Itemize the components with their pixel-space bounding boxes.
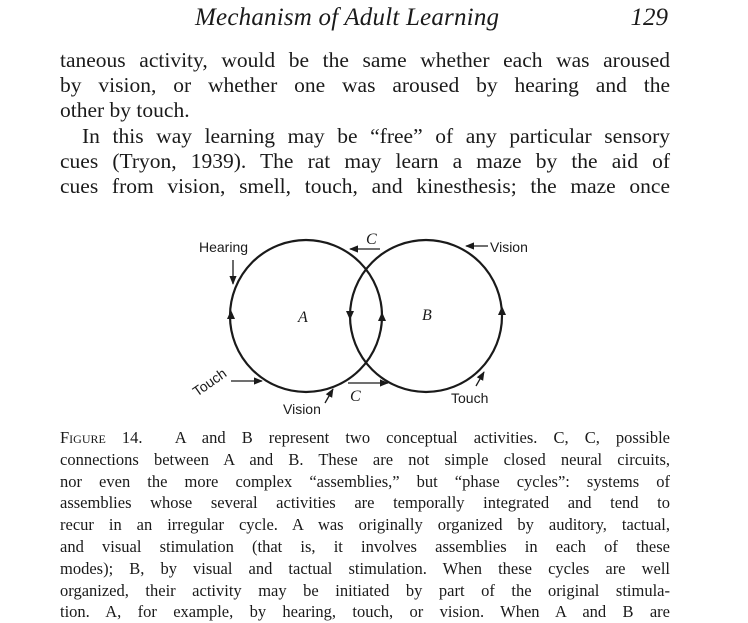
caption-line: modes); B, by visual and tactual stimulation. When these cycles are well [60, 558, 670, 578]
label-vision-bottom: Vision [283, 401, 321, 417]
label-vision-top: Vision [490, 239, 528, 255]
label-b: B [422, 307, 432, 324]
text-line: cues from vision, smell, touch, and kinesthesis; the maze once [60, 174, 670, 198]
caption-line: connections between A and B. These are not simple closed neural circuits, [60, 449, 670, 469]
touch-right-arrow [476, 372, 484, 386]
running-title: Mechanism of Adult Learning [195, 4, 500, 31]
label-touch-right: Touch [451, 390, 489, 406]
label-c-top: C [366, 231, 377, 248]
circle-b-right-arrow [498, 306, 506, 315]
caption-line [60, 427, 670, 449]
vision-bottom-arrow [325, 389, 333, 403]
circle-b-left-arrow [346, 311, 354, 320]
text-line: cues (Tryon, 1939). The rat may learn a maze by the aid of [60, 149, 670, 173]
text-line: by vision, or whether one was aroused by hearing and the [60, 73, 670, 97]
caption-line: tion. A, for example, by hearing, touch, or vision. When A and B are [60, 602, 670, 622]
caption-line: nor even the more complex “assemblies,” but “phase cycles”: systems of [60, 471, 670, 491]
caption-line: assemblies whose several activities are temporally integrated and tend to [60, 493, 670, 513]
caption-line-text: A and B represent two conceptual activities. C, C, possible [174, 428, 671, 447]
caption-line: and visual stimulation (that is, it involves assemblies in each of these [60, 536, 670, 556]
text-line: taneous activity, would be the same whether each was aroused [60, 48, 670, 72]
caption-line: recur in an irregular cycle. A was originally organized by auditory, tactual, [60, 515, 670, 535]
page-number: 129 [630, 4, 668, 31]
text-line: other by touch. [60, 98, 190, 122]
label-a: A [298, 309, 308, 326]
label-touch-left: Touch [189, 364, 230, 400]
figure-caption [60, 427, 670, 623]
label-hearing: Hearing [199, 239, 249, 255]
circle-a-right-arrow [378, 312, 386, 321]
caption-line: organized, their activity may be initiated by part of the original stimula- [60, 580, 670, 600]
text-line: In this way learning may be “free” of any particular sensory [82, 124, 670, 148]
label-c-bottom: C [350, 388, 361, 405]
figure-number: Figure 14. [60, 428, 143, 447]
circle-a-left-arrow [227, 310, 235, 319]
